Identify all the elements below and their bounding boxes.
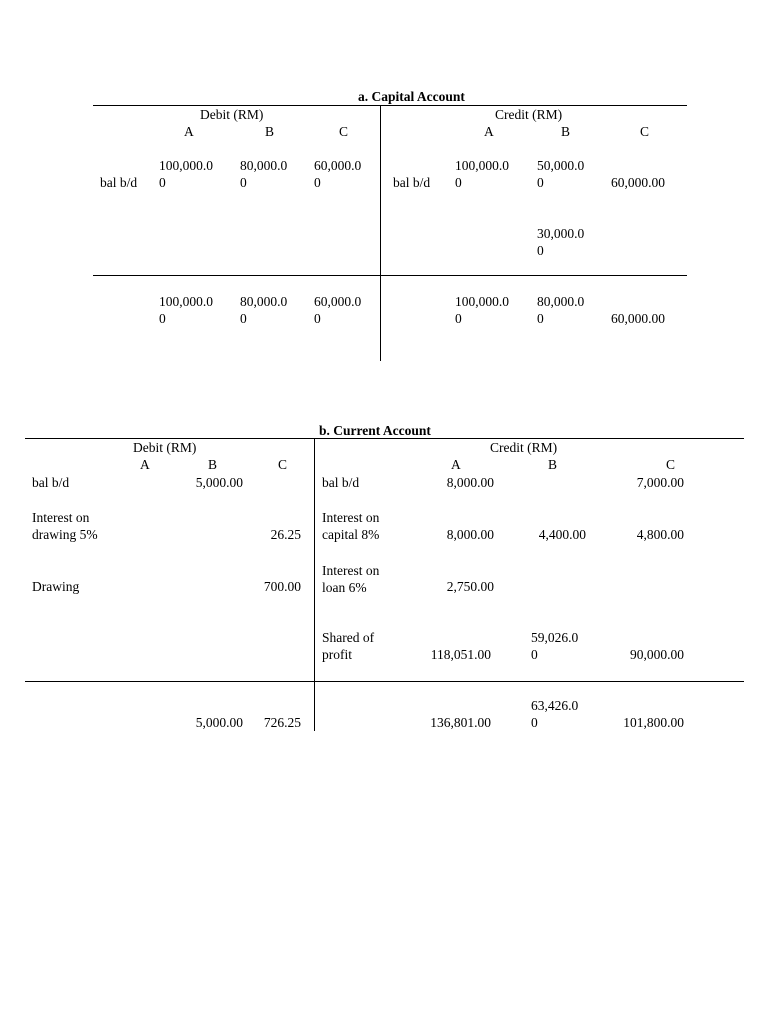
- capital-top-rule: [93, 105, 687, 106]
- current-credit-row-c: 90,000.00: [630, 647, 684, 662]
- current-credit-total-c: 101,800.00: [623, 715, 684, 730]
- current-credit-total-b: 63,426.0 0: [531, 698, 579, 730]
- current-credit-row-label: Interest on capital 8%: [322, 510, 380, 542]
- capital-debit-bal-label: bal b/d: [100, 175, 138, 190]
- capital-credit-total-a: 100,000.0 0: [455, 294, 509, 326]
- capital-debit-bal-a: 100,000.0 0: [159, 158, 213, 190]
- capital-credit-bal-b: 50,000.0 0: [537, 158, 585, 190]
- current-credit-col-a: A: [451, 457, 461, 472]
- current-credit-row-c: 7,000.00: [636, 475, 684, 490]
- current-total-rule: [25, 681, 744, 682]
- current-debit-total-b: 5,000.00: [195, 715, 243, 730]
- capital-account-title: a. Capital Account: [358, 89, 465, 104]
- capital-credit-bal-c: 60,000.00: [611, 175, 665, 190]
- current-debit-row-b: 5,000.00: [195, 475, 243, 490]
- capital-credit-bal-a: 100,000.0 0: [455, 158, 509, 190]
- capital-credit-col-a: A: [484, 124, 494, 139]
- capital-credit-bal-label: bal b/d: [393, 175, 431, 190]
- current-debit-header: Debit (RM): [133, 440, 197, 455]
- current-debit-col-b: B: [208, 457, 218, 472]
- current-credit-row-a: 2,750.00: [446, 579, 494, 594]
- current-credit-header: Credit (RM): [490, 440, 558, 455]
- current-credit-row-label: bal b/d: [322, 475, 360, 490]
- current-credit-total-a: 136,801.00: [430, 715, 491, 730]
- capital-debit-total-a: 100,000.0 0: [159, 294, 213, 326]
- capital-debit-header: Debit (RM): [200, 107, 264, 122]
- current-debit-col-c: C: [278, 457, 288, 472]
- current-debit-total-c: 726.25: [263, 715, 301, 730]
- current-divider: [314, 438, 315, 731]
- current-credit-row-c: 4,800.00: [636, 527, 684, 542]
- current-debit-row-c: 700.00: [263, 579, 301, 594]
- capital-debit-bal-c: 60,000.0 0: [314, 158, 362, 190]
- current-debit-row-label: Drawing: [32, 579, 80, 594]
- current-credit-row-a: 8,000.00: [446, 527, 494, 542]
- current-credit-row-b: 4,400.00: [538, 527, 586, 542]
- current-credit-col-c: C: [666, 457, 676, 472]
- current-credit-row-b: 59,026.0 0: [531, 630, 579, 662]
- current-credit-row-a: 8,000.00: [446, 475, 494, 490]
- capital-divider: [380, 105, 381, 361]
- current-credit-row-a: 118,051.00: [430, 647, 491, 662]
- capital-debit-col-c: C: [339, 124, 349, 139]
- capital-credit-col-c: C: [640, 124, 650, 139]
- capital-credit-total-c: 60,000.00: [611, 311, 665, 326]
- capital-credit-extra-b: 30,000.0 0: [537, 226, 585, 258]
- current-debit-row-label: bal b/d: [32, 475, 70, 490]
- current-credit-row-label: Interest on loan 6%: [322, 563, 380, 595]
- current-debit-row-c: 26.25: [270, 527, 301, 542]
- current-debit-col-a: A: [140, 457, 150, 472]
- current-account-title: b. Current Account: [319, 423, 431, 438]
- capital-total-rule: [93, 275, 687, 276]
- capital-debit-total-c: 60,000.0 0: [314, 294, 362, 326]
- capital-credit-col-b: B: [561, 124, 571, 139]
- current-credit-col-b: B: [548, 457, 558, 472]
- capital-credit-total-b: 80,000.0 0: [537, 294, 585, 326]
- capital-debit-col-b: B: [265, 124, 275, 139]
- capital-debit-col-a: A: [184, 124, 194, 139]
- capital-debit-bal-b: 80,000.0 0: [240, 158, 288, 190]
- current-debit-row-label: Interest on drawing 5%: [32, 510, 98, 542]
- current-credit-row-label: Shared of profit: [322, 630, 375, 662]
- capital-debit-total-b: 80,000.0 0: [240, 294, 288, 326]
- capital-credit-header: Credit (RM): [495, 107, 563, 122]
